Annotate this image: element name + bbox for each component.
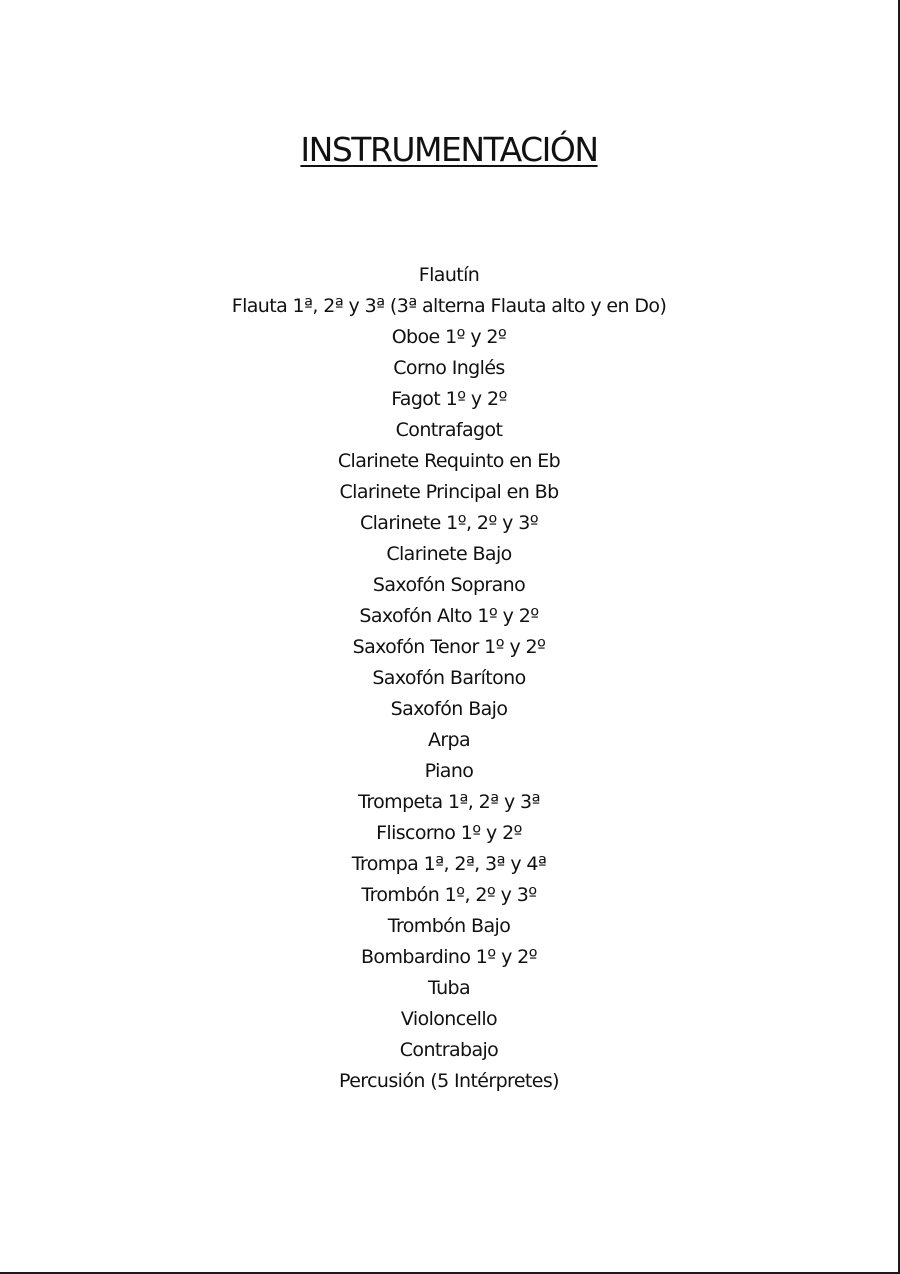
instrument-item: Piano (424, 760, 474, 782)
instrument-item: Bombardino 1º y 2º (361, 946, 537, 968)
instrument-item: Fliscorno 1º y 2º (376, 822, 522, 844)
instrument-item: Clarinete 1º, 2º y 3º (359, 512, 539, 534)
instrument-item: Clarinete Bajo (386, 543, 512, 565)
instrument-item: Saxofón Barítono (372, 667, 526, 689)
instrument-item: Oboe 1º y 2º (391, 326, 507, 348)
instrument-item: Trompeta 1ª, 2ª y 3ª (358, 791, 540, 813)
instrument-item: Flauta 1ª, 2ª y 3ª (3ª alterna Flauta alto y en Do) (231, 295, 667, 317)
instrument-item: Corno Inglés (393, 357, 505, 379)
instrument-item: Violoncello (400, 1008, 498, 1030)
instrument-item: Trompa 1ª, 2ª, 3ª y 4ª (351, 853, 547, 875)
instrument-item: Trombón Bajo (387, 915, 511, 937)
instrument-item: Clarinete Requinto en Eb (337, 450, 561, 472)
instrument-item: Trombón 1º, 2º y 3º (361, 884, 537, 906)
instrument-item: Arpa (427, 729, 471, 751)
instrument-item: Fagot 1º y 2º (391, 388, 507, 410)
instrument-item: Saxofón Alto 1º y 2º (359, 605, 539, 627)
instrument-item: Saxofón Bajo (390, 698, 508, 720)
instrument-item: Contrafagot (395, 419, 503, 441)
instrument-item: Contrabajo (399, 1039, 499, 1061)
instrument-item: Tuba (427, 977, 471, 999)
instrument-item: Percusión (5 Intérpretes) (339, 1070, 559, 1092)
instrument-item: Clarinete Principal en Bb (339, 481, 559, 503)
instrument-item: Saxofón Tenor 1º y 2º (352, 636, 546, 658)
instrument-list (0, 260, 898, 1097)
page-title: INSTRUMENTACIÓN (300, 130, 598, 169)
instrument-item: Saxofón Soprano (372, 574, 526, 596)
instrument-item: Flautín (418, 264, 480, 286)
